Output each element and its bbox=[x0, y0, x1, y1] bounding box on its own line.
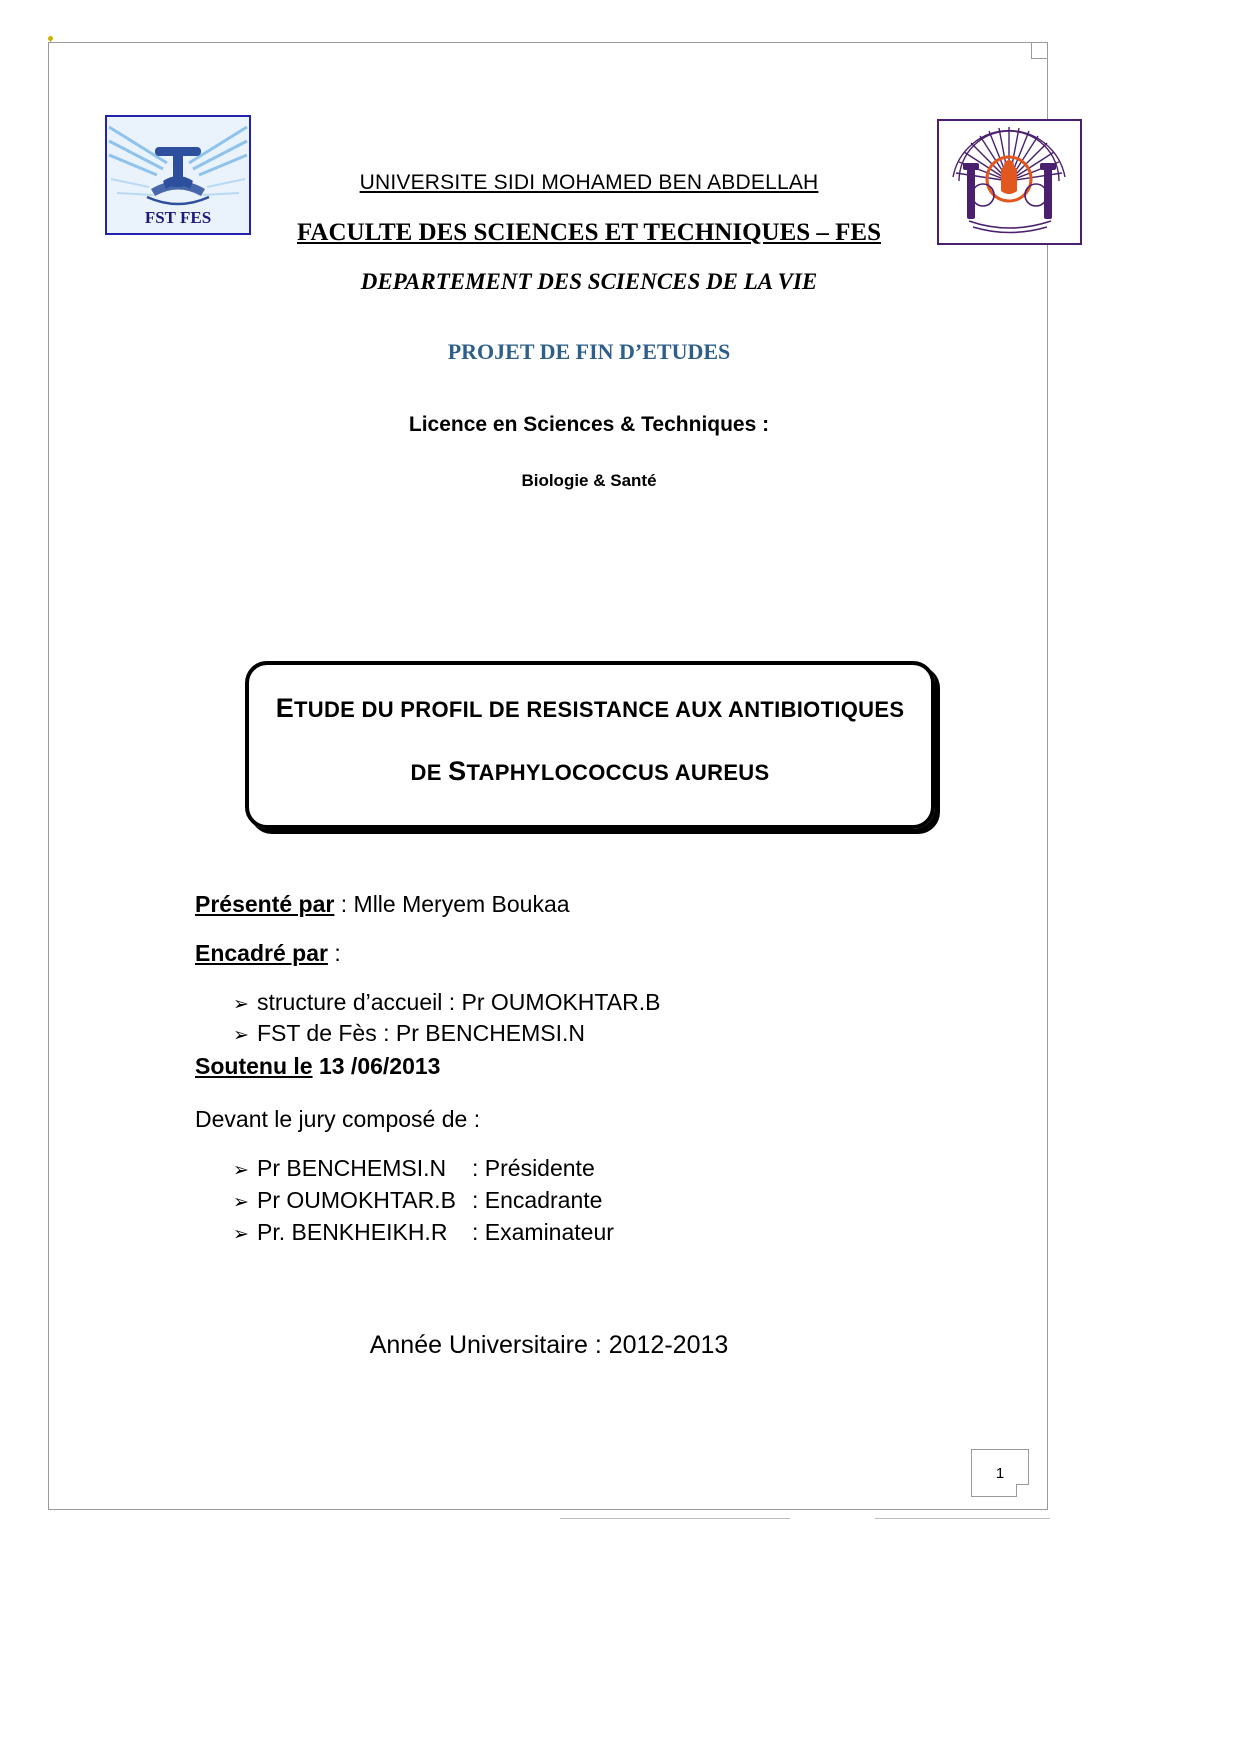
page-number-badge bbox=[971, 1449, 1029, 1497]
arrow-bullet-icon: ➢ bbox=[233, 1224, 249, 1245]
title-line-1-text: TUDE DU PROFIL DE RESISTANCE AUX ANTIBIOTIQUES bbox=[294, 697, 905, 722]
specialty-line: Biologie & Santé bbox=[521, 471, 657, 490]
arrow-bullet-icon: ➢ bbox=[233, 994, 249, 1015]
presented-by-label: Présenté par bbox=[195, 891, 335, 917]
jury-member-name: Pr OUMOKHTAR.B bbox=[257, 1187, 456, 1213]
degree-line: Licence en Sciences & Techniques : bbox=[408, 413, 770, 436]
university-seal-graphic bbox=[939, 121, 1080, 243]
list-item bbox=[195, 1187, 995, 1214]
page-frame bbox=[48, 42, 1048, 1510]
thesis-title-line-1 bbox=[276, 693, 905, 724]
faculty-name: FACULTE DES SCIENCES ET TECHNIQUES – FES bbox=[297, 219, 881, 246]
thesis-title-line-2 bbox=[411, 756, 770, 787]
supervised-by-separator: : bbox=[327, 940, 341, 966]
defense-date: 13 /06/2013 bbox=[318, 1053, 441, 1079]
presented-by-value: Mlle Meryem Boukaa bbox=[353, 891, 570, 917]
title-initial-cap: E bbox=[275, 693, 295, 723]
academic-year: Année Universitaire : 2012-2013 bbox=[369, 1331, 729, 1359]
title-line-2-prefix: DE bbox=[410, 760, 449, 785]
front-matter-body bbox=[195, 891, 995, 1251]
fst-fes-logo bbox=[105, 115, 251, 235]
page-badge-fold bbox=[1016, 1484, 1029, 1497]
supervisor-text: FST de Fès : Pr BENCHEMSI.N bbox=[257, 1020, 586, 1046]
university-name: UNIVERSITE SIDI MOHAMED BEN ABDELLAH bbox=[359, 171, 819, 194]
jury-member-name: Pr. BENKHEIKH.R bbox=[257, 1219, 448, 1245]
thesis-title-box bbox=[245, 661, 935, 829]
page-bottom-rule-left bbox=[560, 1518, 790, 1519]
defense-label: Soutenu le bbox=[195, 1053, 313, 1079]
page-number: 1 bbox=[995, 1464, 1005, 1482]
arrow-bullet-icon: ➢ bbox=[233, 1192, 249, 1213]
project-type: PROJET DE FIN D’ETUDES bbox=[447, 339, 731, 364]
jury-member-role: : Encadrante bbox=[472, 1187, 603, 1213]
supervisor-text: structure d’accueil : Pr OUMOKHTAR.B bbox=[257, 989, 661, 1015]
title-line-2-text: TAPHYLOCOCCUS AUREUS bbox=[466, 760, 770, 785]
jury-member-role: : Examinateur bbox=[472, 1219, 614, 1245]
jury-intro: Devant le jury composé de : bbox=[195, 1106, 481, 1132]
svg-text:FST FES: FST FES bbox=[144, 208, 212, 227]
list-item bbox=[195, 1219, 995, 1246]
header-block bbox=[259, 171, 919, 491]
presented-by-row bbox=[195, 891, 995, 918]
title-line-2-initial-cap: S bbox=[448, 756, 467, 786]
list-item bbox=[195, 1020, 995, 1047]
defense-row bbox=[195, 1053, 995, 1080]
arrow-bullet-icon: ➢ bbox=[233, 1025, 249, 1046]
supervisors-list bbox=[195, 989, 995, 1047]
page-bottom-rule-right bbox=[875, 1518, 1050, 1519]
presented-by-separator: : bbox=[334, 891, 354, 917]
jury-member-role: : Présidente bbox=[472, 1155, 595, 1181]
jury-list bbox=[195, 1155, 995, 1246]
department-name: DEPARTEMENT DES SCIENCES DE LA VIE bbox=[360, 269, 818, 294]
university-seal-logo bbox=[937, 119, 1082, 245]
supervised-by-label: Encadré par bbox=[195, 940, 328, 966]
list-item bbox=[195, 1155, 995, 1182]
fst-fes-logo-graphic bbox=[107, 117, 249, 233]
arrow-bullet-icon: ➢ bbox=[233, 1160, 249, 1181]
jury-member-name: Pr BENCHEMSI.N bbox=[257, 1155, 447, 1181]
list-item bbox=[195, 989, 995, 1016]
supervised-by-row bbox=[195, 940, 995, 967]
